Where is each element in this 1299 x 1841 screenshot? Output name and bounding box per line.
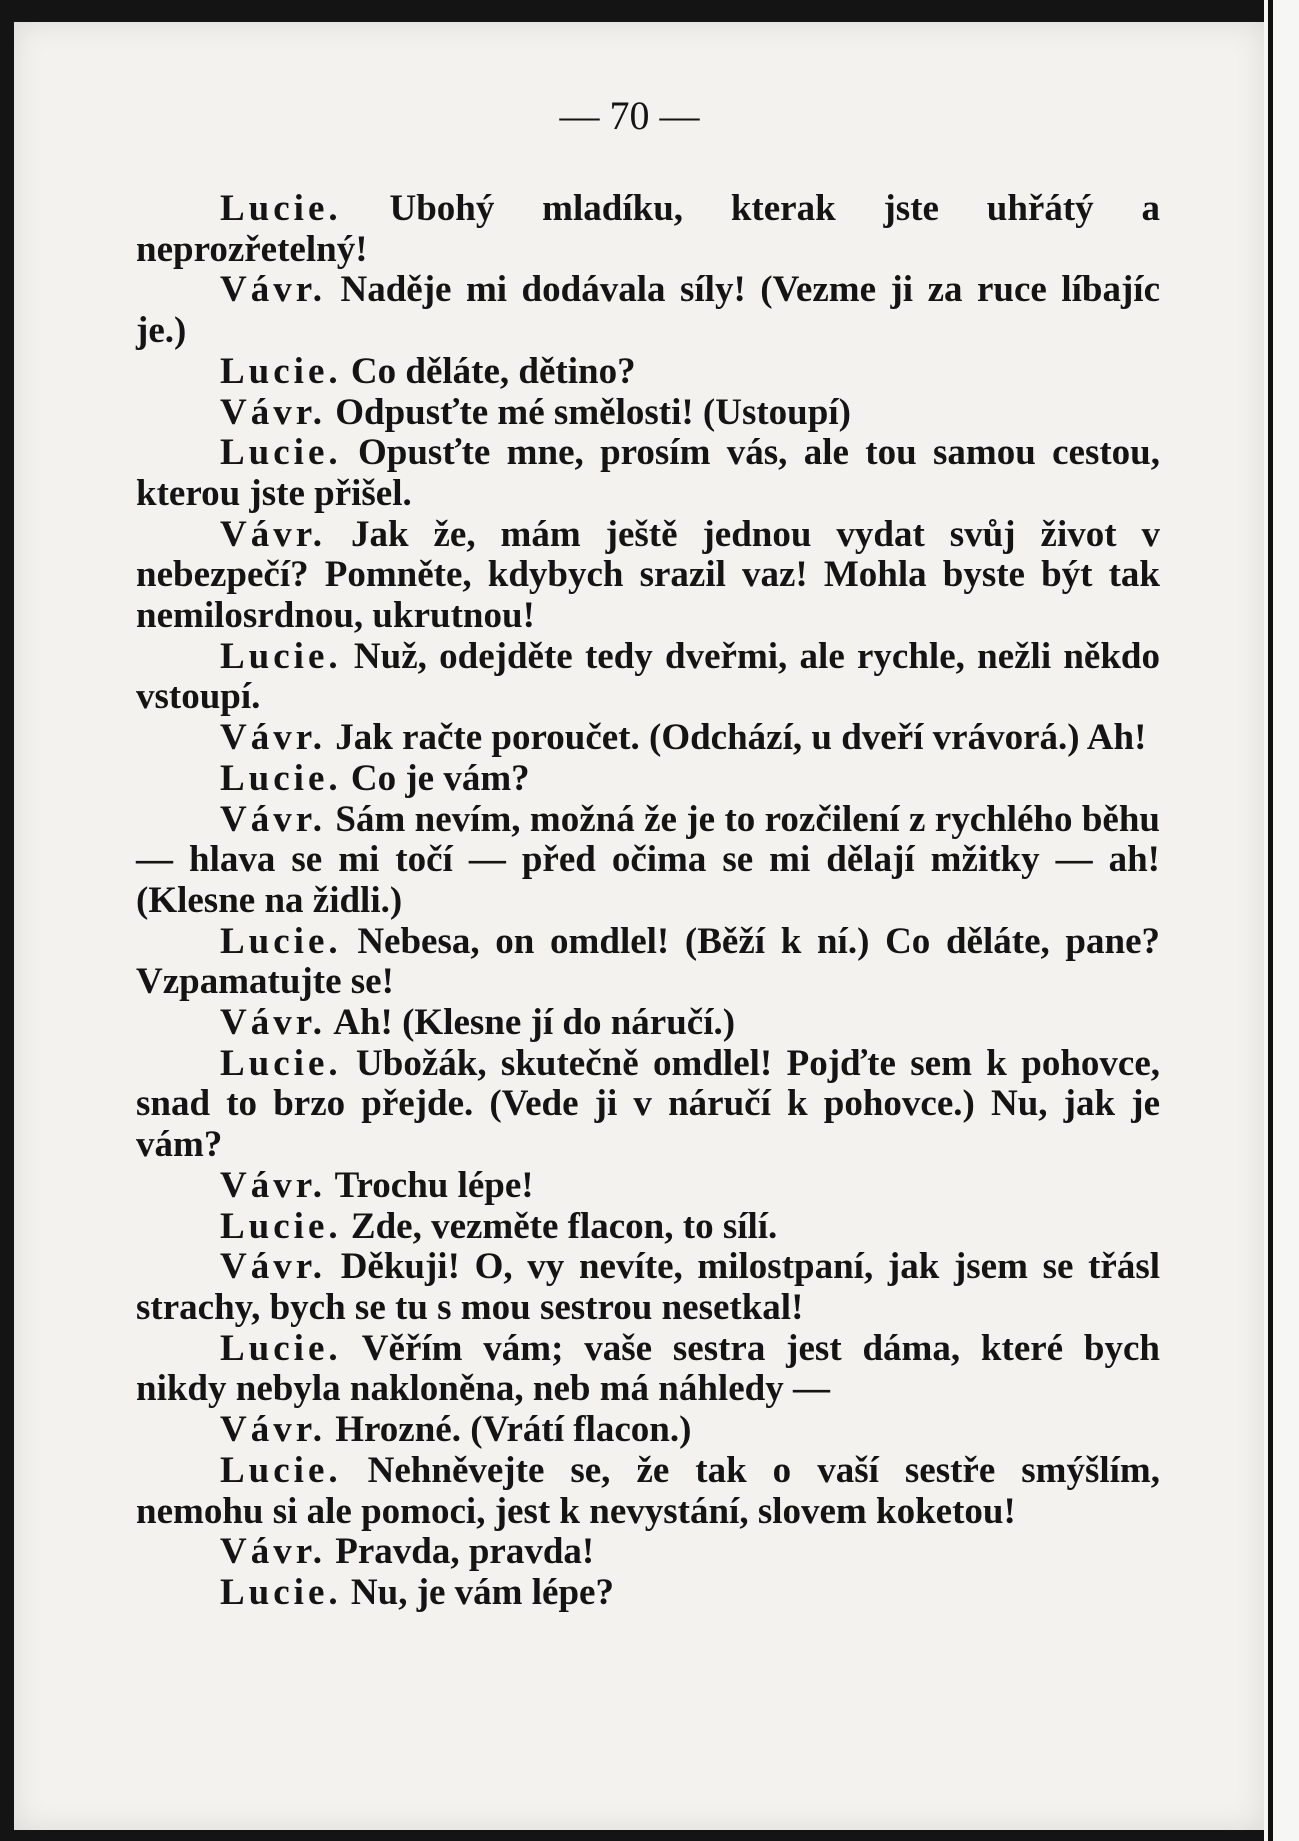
dialogue-line bbox=[136, 718, 1160, 759]
dialogue-line bbox=[136, 1207, 1160, 1248]
dialogue-line bbox=[136, 1329, 1160, 1410]
speaker-name: Lucie. bbox=[220, 1571, 342, 1613]
speaker-name: Lucie. bbox=[220, 1205, 342, 1247]
dialogue-line bbox=[136, 515, 1160, 637]
dialogue-line bbox=[136, 637, 1160, 718]
dialogue-line bbox=[136, 352, 1160, 393]
dialogue-line bbox=[136, 922, 1160, 1003]
line-text: Naděje mi dodávala síly! (Vezme ji za ruce líbajíc je.) bbox=[136, 269, 1161, 352]
dialogue-line bbox=[136, 189, 1160, 270]
line-text: Věřím vám; vaše sestra jest dáma, které bych nikdy nebyla nakloněna, neb má náhledy — bbox=[136, 1327, 1160, 1410]
speaker-name: Vávr. bbox=[220, 1531, 326, 1573]
line-text: Pravda, pravda! bbox=[335, 1531, 595, 1573]
dialogue-line bbox=[136, 270, 1160, 351]
line-text: Opusťte mne, prosím vás, ale tou samou cestou, kterou jste přišel. bbox=[136, 432, 1161, 514]
dialogue-line bbox=[136, 1166, 1160, 1207]
line-text: Jak račte poroučet. (Odchází, u dveří vrávorá.) Ah! bbox=[335, 717, 1147, 759]
dialogue-line bbox=[136, 1044, 1160, 1166]
line-text: Sám nevím, možná že je to rozčilení z rychlého běhu — hlava se mi točí — před očima se mi dělají mžitky — ah! (Klesne na židli.) bbox=[136, 798, 1161, 921]
speaker-name: Vávr. bbox=[220, 1002, 326, 1044]
speaker-name: Lucie. bbox=[220, 635, 342, 677]
line-text: Ah! (Klesne jí do náručí.) bbox=[333, 1002, 736, 1044]
speaker-name: Vávr. bbox=[220, 513, 326, 555]
speaker-name: Vávr. bbox=[220, 1409, 326, 1451]
speaker-name: Vávr. bbox=[220, 1164, 326, 1206]
line-text: Co děláte, dětino? bbox=[350, 350, 636, 392]
speaker-name: Lucie. bbox=[220, 188, 342, 229]
spine-edge bbox=[1268, 0, 1273, 1841]
dialogue-line bbox=[136, 1247, 1160, 1328]
speaker-name: Lucie. bbox=[220, 350, 342, 392]
dialogue-line bbox=[136, 433, 1160, 514]
dialogue-text bbox=[136, 189, 1160, 1614]
dialogue-line bbox=[136, 1532, 1160, 1573]
line-text: Nebesa, on omdlel! (Běží k ní.) Co děláte, pane? Vzpamatujte se! bbox=[136, 920, 1161, 1003]
line-text: Jak že, mám ještě jednou vydat svůj život v nebezpečí? Pomněte, kdybych srazil vaz! Mohla byste být tak nemilosrdnou, ukrutnou! bbox=[136, 513, 1161, 637]
speaker-name: Vávr. bbox=[220, 717, 326, 759]
speaker-name: Lucie. bbox=[220, 920, 342, 962]
line-text: Co je vám? bbox=[350, 757, 530, 799]
page-number: — 70 — bbox=[559, 93, 700, 138]
line-text: Děkuji! O, vy nevíte, milostpaní, jak jsem se třásl strachy, bych se tu s mou sestrou nesetkal! bbox=[136, 1246, 1161, 1328]
speaker-name: Lucie. bbox=[220, 1449, 342, 1491]
dialogue-line bbox=[136, 1410, 1160, 1451]
dialogue-line bbox=[136, 800, 1160, 922]
line-text: Hrozné. (Vrátí flacon.) bbox=[335, 1409, 692, 1451]
dialogue-line bbox=[136, 759, 1160, 800]
speaker-name: Lucie. bbox=[220, 1327, 342, 1369]
line-text: Nehněvejte se, že tak o vaší sestře smýšlím, nemohu si ale pomoci, jest k nevystání, slovem koketou! bbox=[136, 1449, 1161, 1532]
dialogue-line bbox=[136, 1451, 1160, 1532]
speaker-name: Vávr. bbox=[220, 391, 326, 433]
speaker-name: Vávr. bbox=[220, 798, 326, 840]
line-text: Ubohý mladíku, kterak jste uhřátý a neprozřetelný! bbox=[136, 188, 1160, 270]
speaker-name: Vávr. bbox=[220, 1246, 326, 1288]
speaker-name: Lucie. bbox=[220, 432, 342, 474]
line-text: Zde, vezměte flacon, to sílí. bbox=[350, 1205, 778, 1247]
dialogue-line bbox=[136, 393, 1160, 434]
speaker-name: Lucie. bbox=[220, 757, 342, 799]
speaker-name: Vávr. bbox=[220, 269, 326, 311]
line-text: Odpusťte mé smělosti! (Ustoupí) bbox=[335, 391, 851, 433]
dialogue-line bbox=[136, 1003, 1160, 1044]
line-text: Nuž, odejděte tedy dveřmi, ale rychle, nežli někdo vstoupí. bbox=[136, 635, 1161, 718]
line-text: Ubožák, skutečně omdlel! Pojďte sem k pohovce, snad to brzo přejde. (Vede ji v náručí k pohovce.) Nu, jak je vám? bbox=[136, 1042, 1160, 1166]
line-text: Trochu lépe! bbox=[334, 1164, 534, 1206]
line-text: Nu, je vám lépe? bbox=[350, 1571, 614, 1613]
speaker-name: Lucie. bbox=[220, 1042, 342, 1084]
dialogue-line bbox=[136, 1573, 1160, 1614]
